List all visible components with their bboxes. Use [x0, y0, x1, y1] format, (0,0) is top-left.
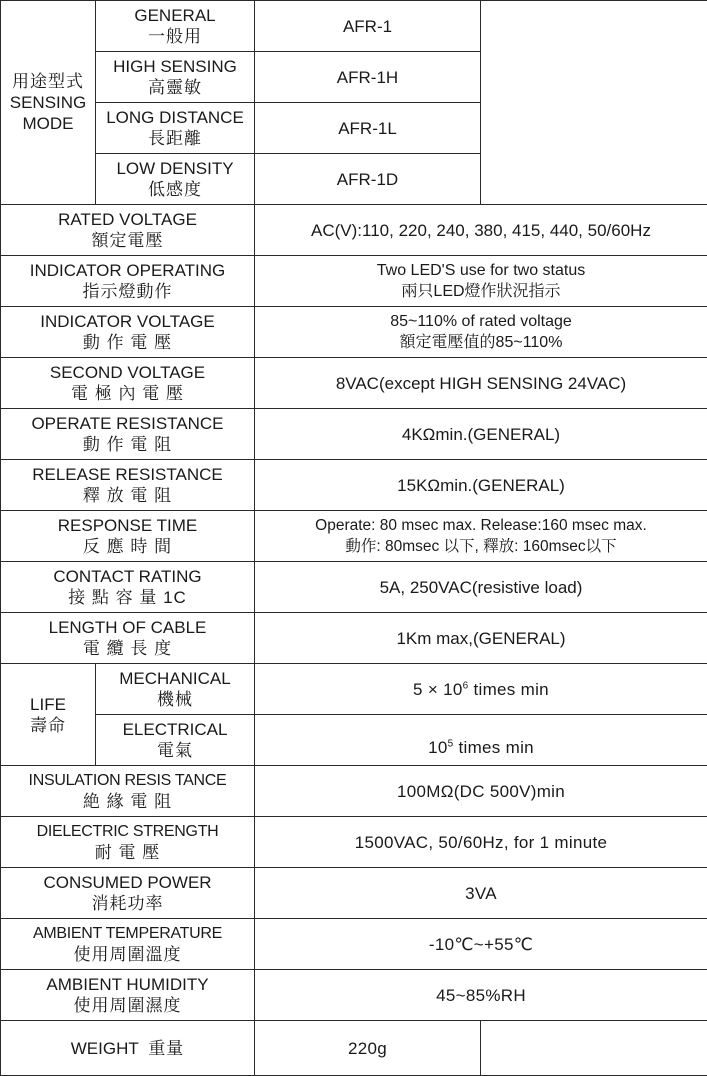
- spec-row-contact-rating: [1, 562, 707, 613]
- sensing-mode-row-general: [1, 1, 707, 52]
- sensing-mode-label: [1, 1, 96, 205]
- spec-label-en: RELEASE RESISTANCE: [3, 464, 252, 485]
- mode-name-general: [96, 1, 255, 52]
- spec-value-text: 1Km max,(GENERAL): [257, 628, 705, 649]
- sensing-mode-label-en-2: MODE: [3, 113, 93, 134]
- spec-value-text: AC(V):110, 220, 240, 380, 415, 440, 50/60Hz: [257, 220, 705, 241]
- spec-value: [255, 511, 707, 562]
- sensing-mode-label-zh: 用途型式: [3, 71, 93, 92]
- spec-label: [1, 919, 255, 970]
- value-unit: times min: [453, 738, 533, 757]
- spec-label-en: AMBIENT TEMPERATURE: [3, 923, 252, 944]
- spec-row-life-mechanical: [1, 664, 707, 715]
- spec-label-zh: 電 纜 長 度: [3, 638, 252, 659]
- spec-label-en: AMBIENT HUMIDITY: [3, 974, 252, 995]
- spec-row-weight: [1, 1021, 707, 1076]
- spec-label-en: INSULATION RESIS TANCE: [3, 770, 252, 791]
- spec-value-text-2: 額定電壓值的85~110%: [257, 332, 705, 353]
- life-electrical-value: [257, 737, 705, 758]
- spec-label-zh: 動 作 電 阻: [3, 434, 252, 455]
- spec-label-zh: 釋 放 電 阻: [3, 485, 252, 506]
- spec-row-release-resistance: [1, 460, 707, 511]
- spec-label: [1, 307, 255, 358]
- spec-label: [1, 205, 255, 256]
- spec-label-zh: 電 極 內 電 壓: [3, 383, 252, 404]
- spec-row-rated-voltage: [1, 205, 707, 256]
- spec-row-ambient-humidity: [1, 970, 707, 1021]
- spec-value-text: 45~85%RH: [257, 985, 705, 1006]
- spec-label-en: LENGTH OF CABLE: [3, 617, 252, 638]
- spec-label-zh: 指示燈動作: [3, 281, 252, 302]
- spec-row-ambient-temperature: [1, 919, 707, 970]
- mode-en: LOW DENSITY: [98, 158, 252, 179]
- spec-value: [255, 1021, 481, 1076]
- spec-label-en: OPERATE RESISTANCE: [3, 413, 252, 434]
- spec-label: [1, 409, 255, 460]
- spec-value-text-1: Two LED'S use for two status: [257, 260, 705, 281]
- life-sub-label-en: ELECTRICAL: [98, 719, 252, 740]
- life-label: [1, 664, 96, 766]
- spec-row-indicator-voltage: [1, 307, 707, 358]
- spec-label: [1, 1021, 255, 1076]
- mode-zh: 長距離: [98, 128, 252, 149]
- spec-value: [255, 766, 707, 817]
- sensing-mode-blank-cell: [481, 1, 707, 205]
- spec-label-en: RESPONSE TIME: [3, 515, 252, 536]
- spec-value: [255, 970, 707, 1021]
- spec-value: [255, 817, 707, 868]
- spec-value: [255, 409, 707, 460]
- spec-value: [255, 919, 707, 970]
- spec-label-en: WEIGHT: [71, 1039, 139, 1058]
- spec-label-zh: 耐 電 壓: [3, 842, 252, 863]
- mode-name-long: [96, 103, 255, 154]
- mode-name-low: [96, 154, 255, 205]
- spec-row-dielectric-strength: [1, 817, 707, 868]
- spec-label: [1, 970, 255, 1021]
- value-exponent: 6: [463, 680, 469, 691]
- mode-en: LONG DISTANCE: [98, 107, 252, 128]
- spec-value: [255, 358, 707, 409]
- spec-row-response-time: [1, 511, 707, 562]
- life-label-en: LIFE: [3, 694, 93, 715]
- life-label-zh: 壽命: [3, 715, 93, 736]
- spec-value: [255, 613, 707, 664]
- mode-zh: 高靈敏: [98, 77, 252, 98]
- spec-value: [255, 664, 707, 715]
- spec-label: [1, 562, 255, 613]
- spec-label-zh: 使用周圍濕度: [3, 995, 252, 1016]
- spec-value-text-1: 85~110% of rated voltage: [257, 311, 705, 332]
- value-base: 10: [428, 738, 448, 757]
- spec-value-text: 8VAC(except HIGH SENSING 24VAC): [257, 373, 705, 394]
- spec-row-length-of-cable: [1, 613, 707, 664]
- spec-value-text: 3VA: [257, 883, 705, 904]
- spec-row-operate-resistance: [1, 409, 707, 460]
- life-sub-label-zh: 機械: [98, 689, 252, 710]
- spec-value: [255, 562, 707, 613]
- spec-value-text: 100MΩ(DC 500V)min: [257, 781, 705, 802]
- spec-value-text: 1500VAC, 50/60Hz, for 1 minute: [257, 832, 705, 853]
- mode-en: HIGH SENSING: [98, 56, 252, 77]
- spec-label-zh: 重量: [148, 1039, 184, 1058]
- life-sub-label-electrical: [96, 715, 255, 766]
- spec-label-zh: 接 點 容 量 1C: [3, 587, 252, 608]
- spec-label: [1, 817, 255, 868]
- mode-model: AFR-1L: [257, 118, 478, 139]
- spec-label-en: CONTACT RATING: [3, 566, 252, 587]
- spec-value-text: -10℃~+55℃: [257, 934, 705, 955]
- mode-model: AFR-1H: [257, 67, 478, 88]
- life-sub-label-zh: 電氣: [98, 740, 252, 761]
- spec-row-second-voltage: [1, 358, 707, 409]
- value-base: 5 × 10: [413, 680, 463, 699]
- spec-value: [255, 868, 707, 919]
- spec-label-en: INDICATOR VOLTAGE: [3, 311, 252, 332]
- mode-model: AFR-1D: [257, 169, 478, 190]
- spec-label-en: CONSUMED POWER: [3, 872, 252, 893]
- value-exponent: 5: [448, 738, 454, 749]
- spec-label-zh: 反 應 時 間: [3, 536, 252, 557]
- spec-value-text: 220g: [257, 1038, 478, 1059]
- mode-model-low: [255, 154, 481, 205]
- spec-row-consumed-power: [1, 868, 707, 919]
- mode-model-high: [255, 52, 481, 103]
- mode-name-high: [96, 52, 255, 103]
- spec-label: [1, 358, 255, 409]
- spec-label-en: RATED VOLTAGE: [3, 209, 252, 230]
- spec-label-zh: 動 作 電 壓: [3, 332, 252, 353]
- spec-value-text: 5A, 250VAC(resistive load): [257, 577, 705, 598]
- spec-label: [1, 256, 255, 307]
- spec-value: [255, 307, 707, 358]
- spec-value-text: 4KΩmin.(GENERAL): [257, 424, 705, 445]
- spec-label: [1, 868, 255, 919]
- spec-value: [255, 256, 707, 307]
- value-unit: times min: [468, 680, 548, 699]
- spec-value-text-2: 動作: 80msec 以下, 釋放: 160msec以下: [257, 536, 705, 557]
- weight-blank-cell: [481, 1021, 707, 1076]
- spec-value: [255, 715, 707, 766]
- mode-zh: 低感度: [98, 179, 252, 200]
- spec-label: [1, 613, 255, 664]
- spec-row-indicator-operating: [1, 256, 707, 307]
- weight-label: [3, 1038, 252, 1059]
- spec-label-zh: 絶 緣 電 阻: [3, 791, 252, 812]
- spec-value-text-1: Operate: 80 msec max. Release:160 msec max.: [257, 515, 705, 536]
- life-mechanical-value: [257, 679, 705, 700]
- spec-label: [1, 511, 255, 562]
- spec-value: [255, 460, 707, 511]
- spec-label-en: DIELECTRIC STRENGTH: [3, 821, 252, 842]
- spec-label-en: SECOND VOLTAGE: [3, 362, 252, 383]
- spec-label: [1, 766, 255, 817]
- spec-label-zh: 使用周圍溫度: [3, 944, 252, 965]
- spec-value-text: 15KΩmin.(GENERAL): [257, 475, 705, 496]
- mode-model: AFR-1: [257, 16, 478, 37]
- spec-label-zh: 消耗功率: [3, 893, 252, 914]
- sensing-mode-label-en-1: SENSING: [3, 92, 93, 113]
- mode-zh: 一般用: [98, 26, 252, 47]
- mode-en: GENERAL: [98, 5, 252, 26]
- spec-value-text-2: 兩只LED燈作狀況指示: [257, 281, 705, 302]
- spec-value: [255, 205, 707, 256]
- spec-row-insulation-resistance: [1, 766, 707, 817]
- spec-label: [1, 460, 255, 511]
- spec-label-en: INDICATOR OPERATING: [3, 260, 252, 281]
- mode-model-long: [255, 103, 481, 154]
- life-sub-label-en: MECHANICAL: [98, 668, 252, 689]
- mode-model-general: [255, 1, 481, 52]
- spec-row-life-electrical: [1, 715, 707, 766]
- life-sub-label-mechanical: [96, 664, 255, 715]
- spec-label-zh: 額定電壓: [3, 230, 252, 251]
